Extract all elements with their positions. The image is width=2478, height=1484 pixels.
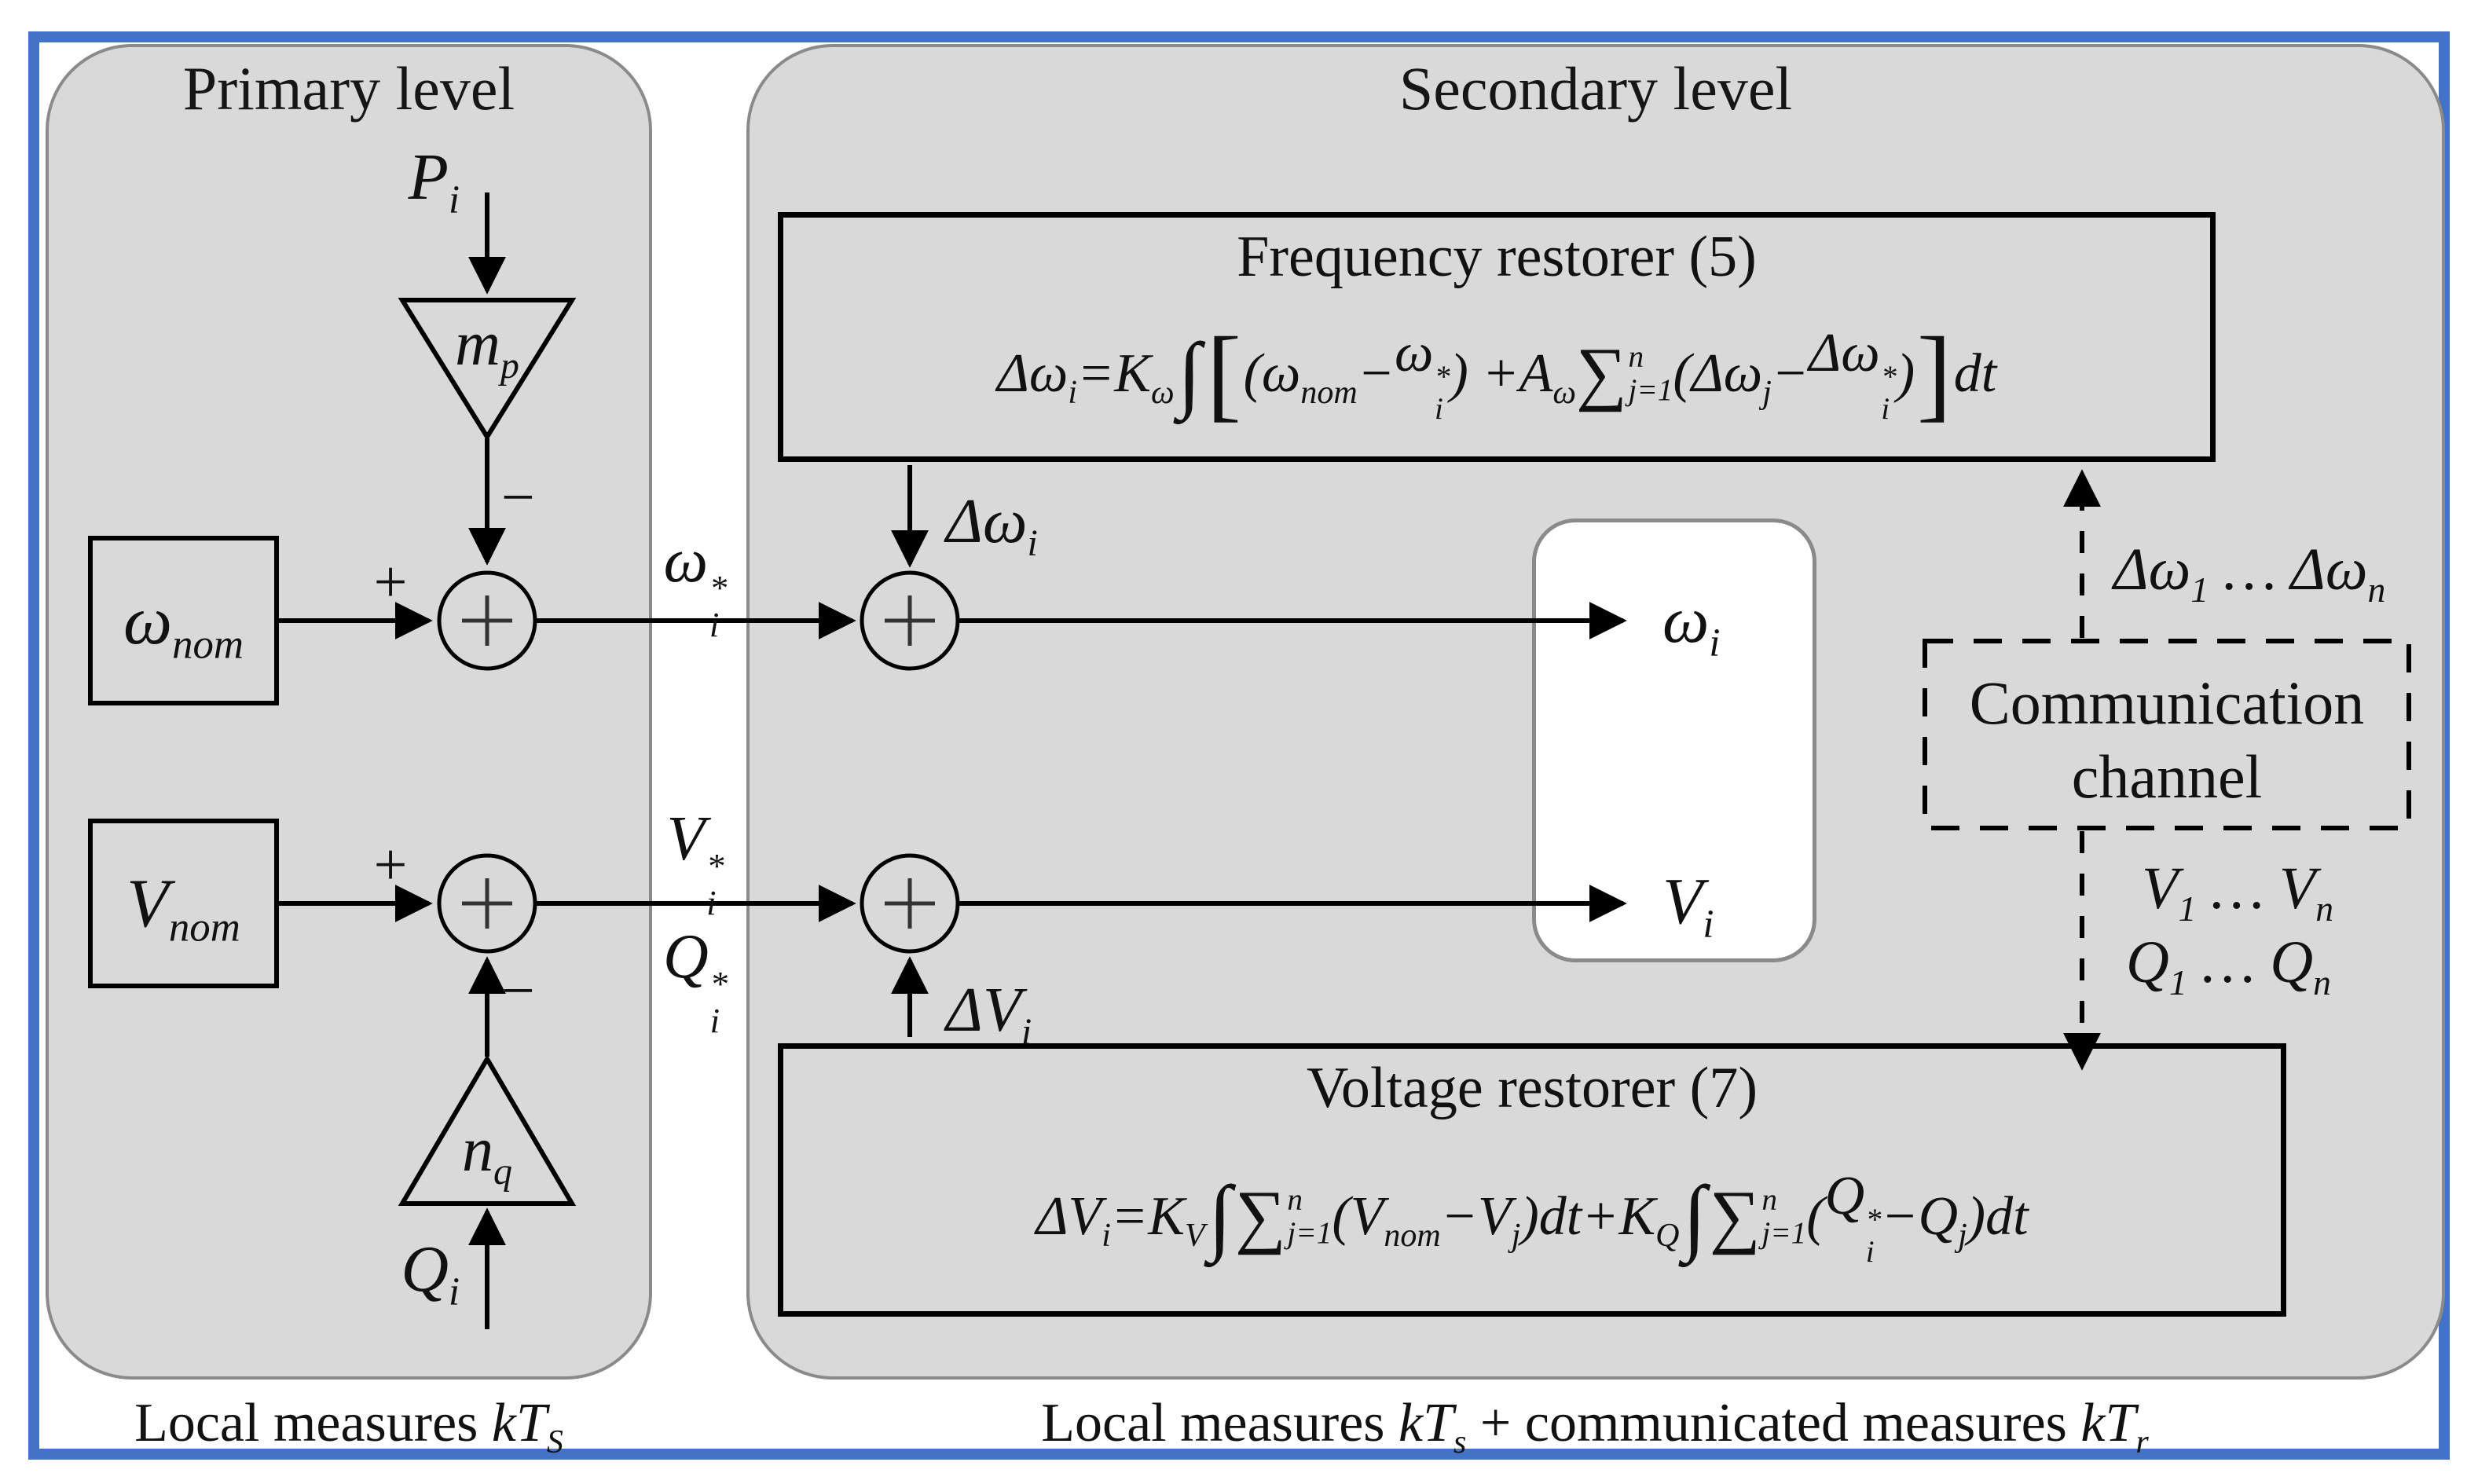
voltage-restorer-title: Voltage restorer (7) [1307, 1056, 1758, 1120]
primary-caption: Local measures $kT_S$ [134, 1393, 563, 1460]
v-output-label: $V_i$ [1662, 865, 1714, 946]
communication-channel-line2: channel [2071, 742, 2263, 811]
p-input-label: $P_i$ [408, 141, 460, 222]
comm-delta-omega-vector-label: $\Delta\omega_1$ … $\Delta\omega_n$ [2113, 537, 2386, 610]
voltage-restorer-equation: $\Delta V_i$ = $K_V$ ∫ ∑ n j=1 ( $V_{nom}$ − $V_j$ ) dt + $K_Q$ ∫ ∑ n j=1 ( Q * i − $Q_j$ ) dt [1036, 1165, 2029, 1270]
minus-sign-q: − [501, 958, 535, 1024]
comm-q-vector-label: $Q_1$ … $Q_n$ [2126, 929, 2331, 1003]
frequency-restorer-equation: $\Delta\omega_i$ = $K_\omega$ ∫ [ ( $\omega_{nom}$ − ω * i ) + $A_\omega$ ∑ n j=1 ( $\Delta\omega_j$ − Δω * i ) ] dt [996, 314, 1997, 431]
voltage-restorer-block [778, 1043, 2286, 1317]
secondary-level-title: Secondary level [1398, 54, 1793, 123]
nq-gain-label: $n_q$ [462, 1116, 512, 1193]
q-input-label: $Q_i$ [401, 1233, 460, 1314]
frequency-restorer-title: Frequency restorer (5) [1237, 225, 1757, 289]
delta-omega-label: $\Delta\omega_i$ [946, 487, 1038, 564]
frequency-restorer-block [778, 212, 2216, 462]
mp-gain-label: $m_p$ [455, 310, 519, 387]
communication-channel-label [1925, 666, 2409, 813]
communication-channel-line1: Communication [1969, 669, 2365, 737]
v-ref-label: V * i [666, 804, 724, 923]
delta-v-label: $\Delta V_i$ [946, 976, 1032, 1053]
plus-sign-omega: + [373, 549, 408, 615]
omega-output-label: $\omega_i$ [1662, 584, 1721, 665]
v-nom-block: $V_{nom}$ [88, 819, 279, 988]
minus-sign-omega: − [501, 464, 535, 530]
omega-ref-label: ω * i [663, 526, 728, 645]
plus-sign-v: + [373, 832, 408, 898]
primary-level-title: Primary level [182, 54, 515, 123]
secondary-caption: Local measures $kT_s$ + communicated measures $kT_r$ [1041, 1393, 2149, 1460]
omega-nom-block: $\omega_{nom}$ [88, 536, 279, 705]
q-ref-label: Q * i [663, 922, 728, 1041]
comm-v-vector-label: $V_1$ … $V_n$ [2142, 856, 2334, 929]
